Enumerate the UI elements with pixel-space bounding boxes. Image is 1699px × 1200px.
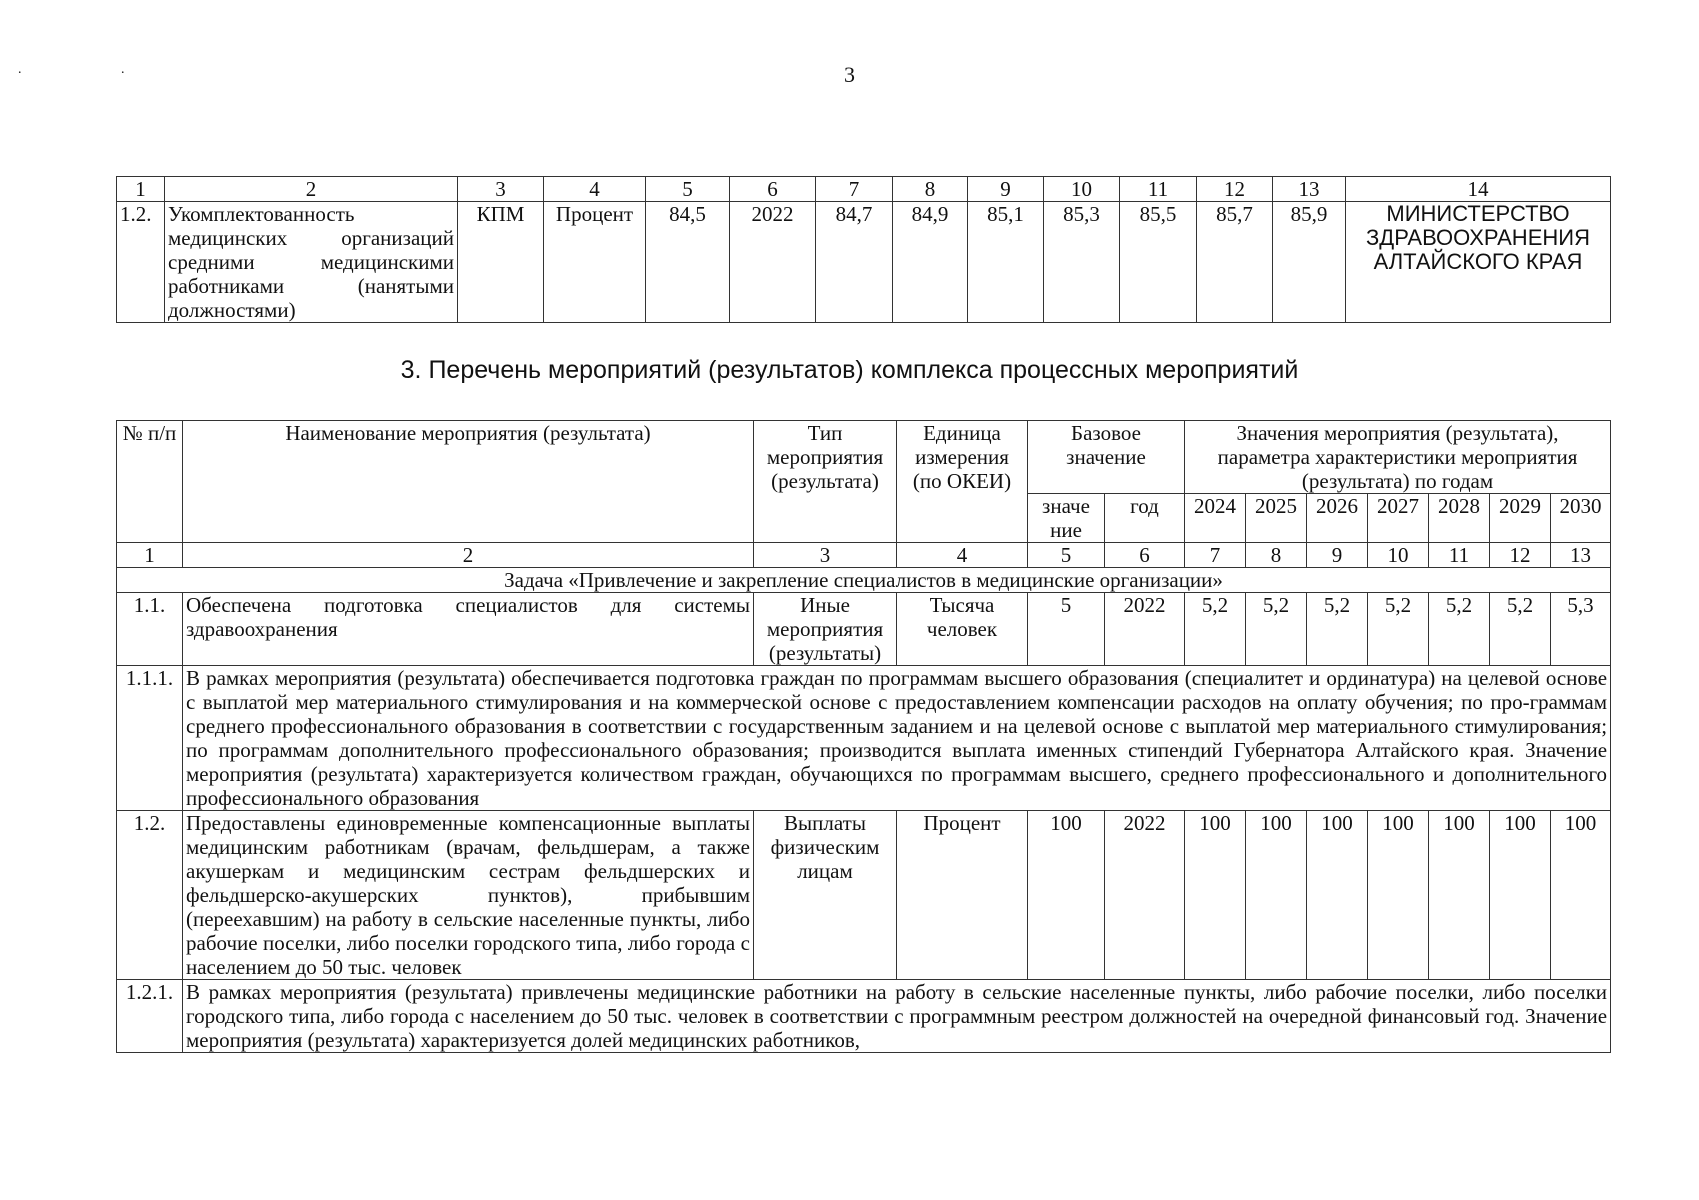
header-num: № п/п <box>117 421 183 543</box>
year-value: 5,2 <box>1246 593 1307 666</box>
year-value: 5,3 <box>1551 593 1611 666</box>
row-number: 1.2. <box>117 811 183 980</box>
year-value: 85,5 <box>1120 202 1197 323</box>
col-number: 13 <box>1551 543 1611 568</box>
year-value: 5,2 <box>1307 593 1368 666</box>
base-year: 2022 <box>1105 811 1185 980</box>
page-number: 3 <box>844 62 855 87</box>
col-number: 6 <box>1105 543 1185 568</box>
col-number: 2 <box>165 177 458 202</box>
header-values-by-year: Значения мероприятия (результата), параметра характеристики мероприятия (результата) по годам <box>1185 421 1611 494</box>
col-number: 12 <box>1490 543 1551 568</box>
scan-specks: . . <box>18 62 173 77</box>
col-number: 11 <box>1120 177 1197 202</box>
task-title: Задача «Привлечение и закрепление специалистов в медицинские организации» <box>117 568 1611 593</box>
col-number: 9 <box>968 177 1044 202</box>
col-number: 10 <box>1044 177 1120 202</box>
col-number: 2 <box>183 543 754 568</box>
col-number: 12 <box>1197 177 1273 202</box>
activity-row <box>117 811 1611 980</box>
header-year: 2030 <box>1551 494 1611 543</box>
base-value: 84,5 <box>646 202 730 323</box>
col-number: 10 <box>1368 543 1429 568</box>
header-type: Тип мероприятия (результата) <box>754 421 897 543</box>
year-value: 100 <box>1307 811 1368 980</box>
header-unit: Единица измерения (по ОКЕИ) <box>897 421 1028 543</box>
col-number: 4 <box>897 543 1028 568</box>
col-number: 8 <box>893 177 968 202</box>
description-row <box>117 980 1611 1053</box>
indicator-name: Укомплектованность медицинских организаций средними медицинскими работниками (нанятыми должностями) <box>165 202 458 323</box>
col-number: 1 <box>117 543 183 568</box>
header-base-value: значе ние <box>1028 494 1105 543</box>
description-row <box>117 666 1611 811</box>
indicator-unit: Процент <box>544 202 646 323</box>
col-number: 7 <box>1185 543 1246 568</box>
year-value: 85,3 <box>1044 202 1120 323</box>
col-number: 5 <box>1028 543 1105 568</box>
indicator-table <box>116 176 1611 323</box>
header-base: Базовое значение <box>1028 421 1185 494</box>
col-number: 14 <box>1346 177 1611 202</box>
col-number: 9 <box>1307 543 1368 568</box>
activities-table <box>116 420 1611 1053</box>
header-year: 2029 <box>1490 494 1551 543</box>
header-year: 2027 <box>1368 494 1429 543</box>
year-value: 100 <box>1246 811 1307 980</box>
year-value: 100 <box>1368 811 1429 980</box>
header-year: 2024 <box>1185 494 1246 543</box>
year-value: 5,2 <box>1185 593 1246 666</box>
year-value: 85,9 <box>1273 202 1346 323</box>
year-value: 85,7 <box>1197 202 1273 323</box>
header-base-year: год <box>1105 494 1185 543</box>
row-number: 1.1.1. <box>117 666 183 811</box>
year-value: 100 <box>1185 811 1246 980</box>
activity-name: Предоставлены единовременные компенсационные выплаты медицинским работникам (врачам, фельдшерам, а также акушеркам и медицинским сестрам фельдшерских и фельдшерско-акушерских пунктов), прибывшим (переехавшим) на работу в сельские населенные пункты, либо рабочие поселки, либо поселки городского типа, либо города с населением до 50 тыс. человек <box>183 811 754 980</box>
header-name: Наименование мероприятия (результата) <box>183 421 754 543</box>
activity-unit: Процент <box>897 811 1028 980</box>
indicator-level: КПМ <box>458 202 544 323</box>
activity-name: Обеспечена подготовка специалистов для системы здравоохранения <box>183 593 754 666</box>
year-value: 100 <box>1429 811 1490 980</box>
indicator-header-row <box>117 177 1611 202</box>
activity-unit: Тысяча человек <box>897 593 1028 666</box>
year-value: 85,1 <box>968 202 1044 323</box>
col-number: 5 <box>646 177 730 202</box>
base-value: 5 <box>1028 593 1105 666</box>
activity-type: Выплаты физическим лицам <box>754 811 897 980</box>
indicator-row <box>117 202 1611 323</box>
activity-type: Иные мероприятия (результаты) <box>754 593 897 666</box>
task-row <box>117 568 1611 593</box>
col-number: 13 <box>1273 177 1346 202</box>
col-number: 11 <box>1429 543 1490 568</box>
base-value: 100 <box>1028 811 1105 980</box>
col-number: 3 <box>458 177 544 202</box>
year-value: 5,2 <box>1368 593 1429 666</box>
year-value: 5,2 <box>1429 593 1490 666</box>
col-number: 7 <box>816 177 893 202</box>
col-number: 6 <box>730 177 816 202</box>
responsible-body: МИНИСТЕРСТВО ЗДРАВООХРАНЕНИЯ АЛТАЙСКОГО КРАЯ <box>1346 202 1611 323</box>
year-value: 84,7 <box>816 202 893 323</box>
activity-row <box>117 593 1611 666</box>
activity-description: В рамках мероприятия (результата) обеспечивается подготовка граждан по программам высшего образования (специалитет и ординатура) на целевой основе с выплатой мер материального стимулирования и на коммерческой основе с предоставлением компенсации расходов на оплату обучения; по про-граммам среднего профессионального образования в соответствии с государственным заданием и на целевой основе с выплатой мер материального стимулирования; по программам дополнительного профессионального образования; производится выплата именных стипендий Губернатора Алтайского края. Значение мероприятия (результата) характеризуется количеством граждан, обучающихся по программам высшего, среднего профессионального и дополнительного профессионального образования <box>183 666 1611 811</box>
header-year: 2028 <box>1429 494 1490 543</box>
header-row <box>117 421 1611 494</box>
column-number-row <box>117 543 1611 568</box>
activity-description: В рамках мероприятия (результата) привлечены медицинские работники на работу в сельские населенные пункты, либо рабочие поселки, либо поселки городского типа, либо города с населением до 50 тыс. человек в соответствии с программным реестром должностей на очередной финансовый год. Значение мероприятия (результата) характеризуется долей медицинских работников, <box>183 980 1611 1053</box>
col-number: 8 <box>1246 543 1307 568</box>
col-number: 3 <box>754 543 897 568</box>
section-title: 3. Перечень мероприятий (результатов) комплекса процессных мероприятий <box>400 356 1299 384</box>
base-year: 2022 <box>1105 593 1185 666</box>
header-year: 2026 <box>1307 494 1368 543</box>
row-number: 1.2.1. <box>117 980 183 1053</box>
col-number: 1 <box>117 177 165 202</box>
year-value: 100 <box>1551 811 1611 980</box>
header-year: 2025 <box>1246 494 1307 543</box>
year-value: 84,9 <box>893 202 968 323</box>
col-number: 4 <box>544 177 646 202</box>
row-number: 1.2. <box>117 202 165 323</box>
year-value: 5,2 <box>1490 593 1551 666</box>
row-number: 1.1. <box>117 593 183 666</box>
year-value: 100 <box>1490 811 1551 980</box>
base-year: 2022 <box>730 202 816 323</box>
